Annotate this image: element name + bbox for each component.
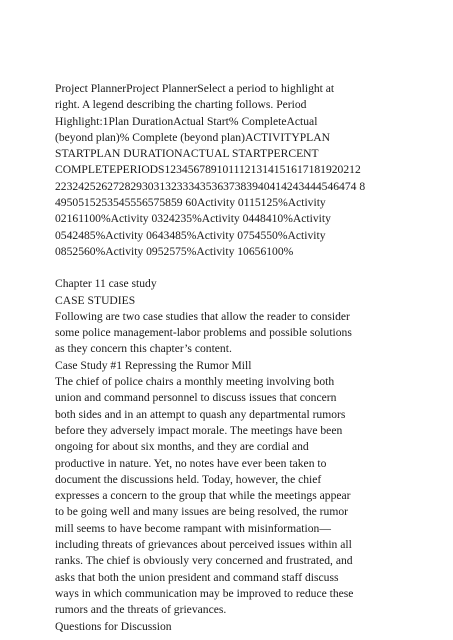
text-line: Highlight:1Plan DurationActual Start% CompleteActual — [55, 114, 318, 128]
section-heading: CASE STUDIES — [55, 293, 136, 307]
text-line: both sides and in an attempt to quash any departmental rumors — [55, 407, 346, 421]
text-line: expresses a concern to the group that while the meetings appear — [55, 489, 351, 503]
chapter-line: Chapter 11 case study — [55, 277, 157, 291]
text-line: before they adversely impact morale. The meetings have been — [55, 423, 343, 437]
questions-heading: Questions for Discussion — [55, 619, 172, 633]
text-line: 0542485%Activity 0643485%Activity 0754550%Activity — [55, 228, 326, 242]
text-line: ongoing for about six months, and they are cordial and — [55, 440, 309, 454]
text-line: ways in which communication may be improved to reduce these — [55, 586, 354, 600]
text-line: Project PlannerProject PlannerSelect a period to highlight at — [55, 82, 335, 95]
paragraph-spacer — [55, 260, 405, 276]
text-line: as they concern this chapter’s content. — [55, 342, 232, 356]
text-line: 0852560%Activity 0952575%Activity 10656100% — [55, 244, 294, 258]
text-line: 2232425262728293031323334353637383940414243444546474 8 — [55, 179, 366, 193]
text-line: STARTPLAN DURATIONACTUAL STARTPERCENT — [55, 147, 319, 161]
text-line: COMPLETEPERIODS1234567891011121314151617181920212 — [55, 163, 361, 177]
text-line: to be going well and many issues are being resolved, the rumor — [55, 505, 348, 519]
text-line: including threats of grievances about perceived issues within all — [55, 538, 352, 552]
text-line: right. A legend describing the charting follows. Period — [55, 98, 307, 112]
text-line: mill seems to have become rampant with misinformation— — [55, 521, 331, 535]
text-line: The chief of police chairs a monthly meeting involving both — [55, 375, 335, 389]
text-line: rumors and the threats of grievances. — [55, 603, 227, 617]
text-line: union and command personnel to discuss issues that concern — [55, 391, 337, 405]
text-line: productive in nature. Yet, no notes have ever been taken to — [55, 456, 327, 470]
project-planner-text — [55, 81, 405, 260]
text-line: 4950515253545556575859 60Activity 0115125%Activity — [55, 196, 326, 210]
chapter-section — [55, 276, 405, 635]
text-line: Following are two case studies that allow the reader to consider — [55, 309, 350, 323]
case-title: Case Study #1 Repressing the Rumor Mill — [55, 358, 252, 372]
text-line: ranks. The chief is obviously very concerned and frustrated, and — [55, 554, 353, 568]
text-line: (beyond plan)% Complete (beyond plan)ACTIVITYPLAN — [55, 130, 330, 144]
text-line: some police management-labor problems and possible solutions — [55, 326, 352, 340]
text-line: document the discussions held. Today, however, the chief — [55, 472, 322, 486]
text-line: asks that both the union president and command staff discuss — [55, 570, 339, 584]
document-page — [55, 81, 405, 635]
text-line: 02161100%Activity 0324235%Activity 0448410%Activity — [55, 212, 331, 226]
